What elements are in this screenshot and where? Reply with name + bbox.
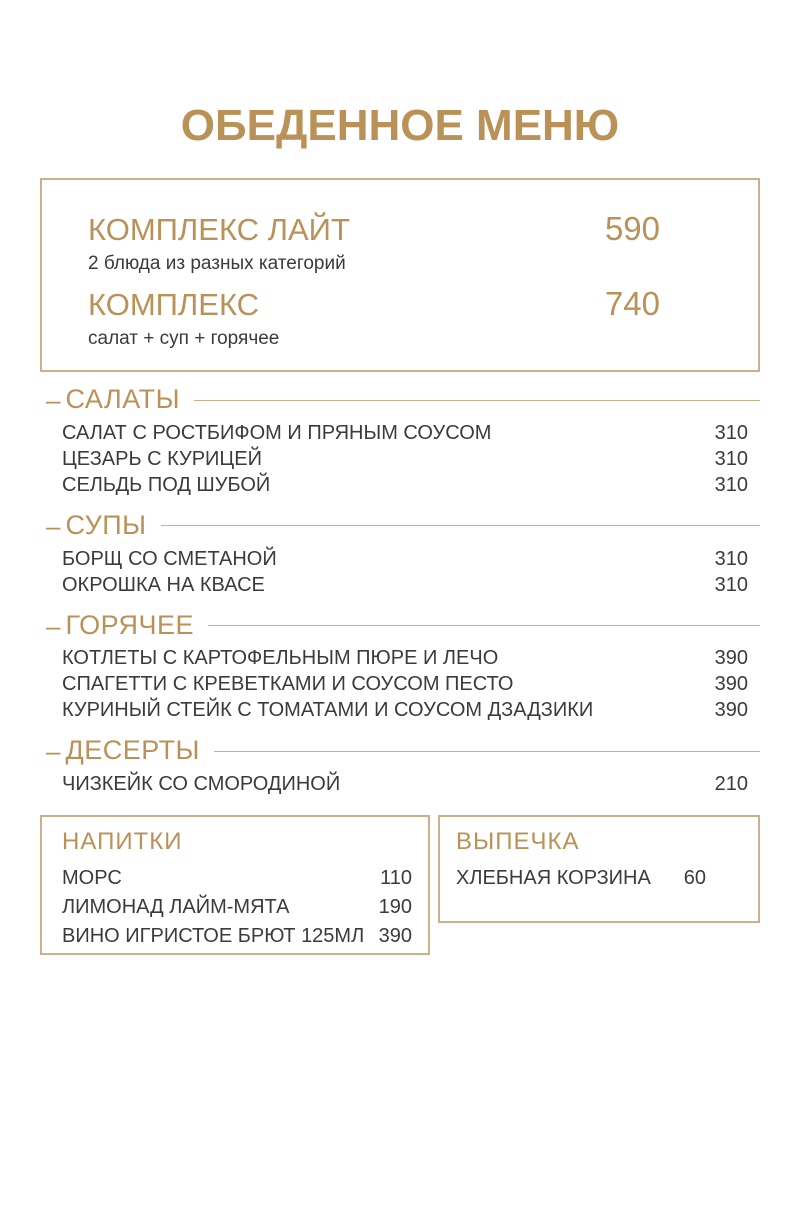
page-title: ОБЕДЕННОЕ МЕНЮ — [180, 101, 620, 150]
horizontal-rule — [161, 525, 760, 526]
section-header — [40, 511, 760, 541]
menu-item-row — [62, 864, 412, 893]
menu-item-row — [456, 864, 706, 893]
menu-item-price: 110 — [380, 866, 412, 889]
menu-item-row — [40, 472, 760, 498]
section-soups — [40, 511, 760, 598]
section-mains — [40, 611, 760, 724]
section-desserts — [40, 736, 760, 797]
menu-item-name: ОКРОШКА НА КВАСЕ — [62, 573, 265, 596]
section-title: САЛАТЫ — [65, 384, 180, 415]
drinks-box — [40, 815, 430, 955]
section-header — [40, 736, 760, 766]
dash-decoration: – — [46, 610, 61, 641]
menu-item-name: КОТЛЕТЫ С КАРТОФЕЛЬНЫМ ПЮРЕ И ЛЕЧО — [62, 647, 499, 670]
combo-item — [88, 212, 758, 247]
menu-item-row — [40, 645, 760, 671]
menu-item-price: 310 — [714, 474, 748, 497]
menu-item-name: СПАГЕТТИ С КРЕВЕТКАМИ И СОУСОМ ПЕСТО — [62, 673, 514, 696]
section-header — [40, 385, 760, 415]
combo-item-price: 740 — [604, 285, 660, 323]
menu-item-row — [62, 922, 412, 951]
menu-item-name: КУРИНЫЙ СТЕЙК С ТОМАТАМИ И СОУСОМ ДЗАДЗИКИ — [62, 699, 594, 722]
menu-item-name: ЧИЗКЕЙК СО СМОРОДИНОЙ — [62, 773, 341, 796]
horizontal-rule — [208, 625, 760, 626]
bottom-boxes — [40, 815, 760, 955]
menu-item-price: 310 — [714, 573, 748, 596]
menu-item-row — [40, 420, 760, 446]
menu-item-row — [40, 446, 760, 472]
horizontal-rule — [194, 400, 760, 401]
combo-item-description: салат + суп + горячее — [88, 327, 280, 349]
section-title: СУПЫ — [65, 510, 147, 541]
section-salads — [40, 385, 760, 498]
combo-item-name: КОМПЛЕКС ЛАЙТ — [88, 212, 350, 248]
menu-item-price: 390 — [714, 673, 748, 696]
menu-item-price: 390 — [714, 647, 748, 670]
horizontal-rule — [214, 751, 760, 752]
menu-item-row — [40, 572, 760, 598]
menu-item-name: ЛИМОНАД ЛАЙМ-МЯТА — [62, 895, 290, 918]
menu-item-price: 390 — [714, 699, 748, 722]
menu-item-price: 390 — [378, 924, 412, 947]
menu-item-name: САЛАТ С РОСТБИФОМ И ПРЯНЫМ СОУСОМ — [62, 422, 492, 445]
dash-decoration: – — [46, 736, 61, 767]
menu-item-row — [40, 697, 760, 723]
menu-item-price: 310 — [714, 422, 748, 445]
menu-item-price: 60 — [683, 866, 706, 889]
box-title: НАПИТКИ — [62, 828, 183, 856]
box-title: ВЫПЕЧКА — [456, 828, 580, 856]
menu-item-name: ЦЕЗАРЬ С КУРИЦЕЙ — [62, 448, 262, 471]
menu-item-name: БОРЩ СО СМЕТАНОЙ — [62, 547, 277, 570]
menu-content — [40, 102, 760, 955]
menu-item-price: 310 — [714, 448, 748, 471]
combo-item — [88, 287, 758, 322]
menu-item-price: 190 — [378, 895, 412, 918]
menu-item-name: ХЛЕБНАЯ КОРЗИНА — [456, 866, 651, 889]
combo-menu-box — [40, 178, 760, 372]
section-header — [40, 611, 760, 641]
menu-item-row — [62, 893, 412, 922]
bakery-box — [438, 815, 760, 923]
menu-item-price: 210 — [714, 773, 748, 796]
combo-item-price: 590 — [604, 210, 660, 248]
section-title: ДЕСЕРТЫ — [65, 735, 200, 766]
menu-item-row — [40, 671, 760, 697]
menu-item-row — [40, 546, 760, 572]
menu-item-name: ВИНО ИГРИСТОЕ БРЮТ 125МЛ — [62, 924, 365, 947]
combo-item-description: 2 блюда из разных категорий — [88, 253, 346, 275]
menu-item-name: МОРС — [62, 866, 122, 889]
section-title: ГОРЯЧЕЕ — [65, 609, 195, 640]
menu-item-price: 310 — [714, 547, 748, 570]
dash-decoration: – — [46, 385, 61, 416]
menu-item-name: СЕЛЬДЬ ПОД ШУБОЙ — [62, 474, 271, 497]
menu-item-row — [40, 771, 760, 797]
combo-item-name: КОМПЛЕКС — [88, 287, 260, 323]
lunch-menu-page — [0, 102, 801, 1210]
dash-decoration: – — [46, 510, 61, 541]
